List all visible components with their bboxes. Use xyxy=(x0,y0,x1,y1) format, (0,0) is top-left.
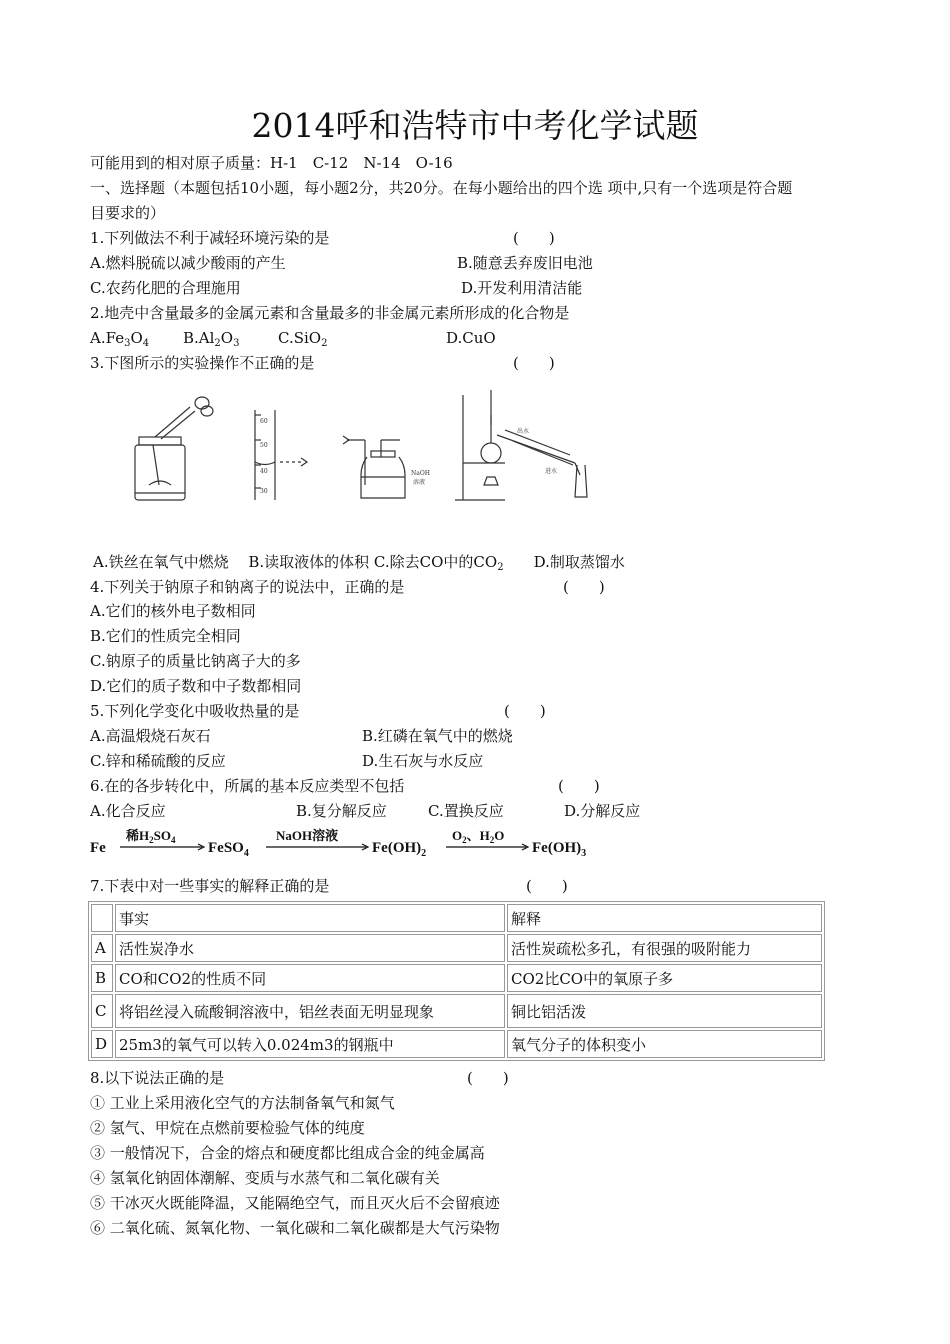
q8-item: ② 氢气、甲烷在点燃前要检验气体的纯度 xyxy=(90,1119,365,1137)
q3-stem: 3.下图所示的实验操作不正确的是 xyxy=(90,354,315,372)
q6-option-a: A.化合反应 xyxy=(90,802,166,820)
q5-blank: ( ) xyxy=(504,702,546,720)
q6-option-d: D.分解反应 xyxy=(564,802,641,820)
chain-feso4: FeSO$_4$ xyxy=(208,840,249,859)
q1-option-a: A.燃料脱硫以减少酸雨的产生 xyxy=(90,254,286,272)
q5-option-b: B.红磷在氧气中的燃烧 xyxy=(362,727,513,745)
header-cell: 解释 xyxy=(507,904,822,932)
q1-blank: ( ) xyxy=(513,229,555,247)
scale-tick-label: 60 xyxy=(260,418,268,425)
q1-option-d: D.开发利用清洁能 xyxy=(461,279,583,297)
chain-feoh3: $Fe(OH)_3$ xyxy=(532,840,587,859)
scale-tick-label: 30 xyxy=(260,488,268,495)
page-title: 2014呼和浩特市中考化学试题 xyxy=(251,106,699,145)
q2-option-c: C.SiO$_2$ xyxy=(278,329,328,349)
naoh-label: NaOH xyxy=(411,470,430,477)
q5-option-a: A.高温煅烧石灰石 xyxy=(90,727,211,745)
gas-washing-bottle-illustration xyxy=(343,436,430,498)
q6-blank: ( ) xyxy=(558,777,600,795)
q2-option-d: D.CuO xyxy=(446,329,496,347)
explanation-cell: 铜比铝活泼 xyxy=(507,994,822,1028)
chain-reagent-3: $O_2$、$H_2O$ xyxy=(452,828,505,845)
facts-table xyxy=(88,901,825,1061)
q4-option-c: C.钠原子的质量比钠离子大的多 xyxy=(90,652,301,670)
q8-stem: 8.以下说法正确的是 xyxy=(90,1069,225,1087)
q4-option-a: A.它们的核外电子数相同 xyxy=(90,602,256,620)
header-cell xyxy=(91,904,113,932)
chain-reagent-1: 稀$H_2SO_4$ xyxy=(126,828,176,845)
q8-item: ④ 氢氧化钠固体潮解、变质与水蒸气和二氧化碳有关 xyxy=(90,1169,440,1187)
fact-cell: CO和CO2的性质不同 xyxy=(115,964,505,992)
atomic-masses: 可能用到的相对原子质量：H-1 C-12 N-14 O-16 xyxy=(90,154,453,172)
water-out-label: 出水 xyxy=(517,428,530,435)
explanation-cell: CO2比CO中的氧原子多 xyxy=(507,964,822,992)
q3-options: A.铁丝在氧气中燃烧 B.读取液体的体积 C.除去CO中的$CO_2$ D.制取蒸馏水 xyxy=(93,553,625,573)
q8-item: ① 工业上采用液化空气的方法制备氧气和氮气 xyxy=(90,1094,395,1112)
solution-label: 溶液 xyxy=(413,479,426,486)
explanation-cell: 氧气分子的体积变小 xyxy=(507,1030,822,1058)
q2-stem: 2.地壳中含量最多的金属元素和含量最多的非金属元素所形成的化合物是 xyxy=(90,304,570,322)
table-header-row xyxy=(91,904,822,932)
fact-cell: 将铝丝浸入硫酸铜溶液中，铝丝表面无明显现象 xyxy=(115,994,505,1028)
q1-stem: 1.下列做法不利于减轻环境污染的是 xyxy=(90,229,330,247)
distillation-setup-illustration xyxy=(455,390,587,500)
chain-fe: Fe xyxy=(90,840,106,856)
section-intro-cont: 目要求的） xyxy=(90,204,166,222)
row-label: B xyxy=(91,964,113,992)
header-cell: 事实 xyxy=(115,904,505,932)
q4-option-b: B.它们的性质完全相同 xyxy=(90,627,241,645)
reaction-chain xyxy=(90,828,610,864)
table-row xyxy=(91,1030,822,1058)
q1-option-b: B.随意丢弃废旧电池 xyxy=(457,254,593,272)
q4-stem: 4.下列关于钠原子和钠离子的说法中，正确的是 xyxy=(90,578,405,596)
section-intro: 一、选择题（本题包括10小题，每小题2分，共20分。在每小题给出的四个选 项中,只有一个选项是符合题 xyxy=(90,179,793,197)
q8-blank: ( ) xyxy=(467,1069,509,1087)
q2-option-b: $B.Al_2O_3$ xyxy=(183,329,240,349)
q8-item: ⑥ 二氧化硫、氮氧化物、一氧化碳和二氧化碳都是大气污染物 xyxy=(90,1219,500,1237)
q5-option-d: D.生石灰与水反应 xyxy=(362,752,484,770)
q4-blank: ( ) xyxy=(563,578,605,596)
table-row xyxy=(91,934,822,962)
fact-cell: 活性炭净水 xyxy=(115,934,505,962)
water-in-label: 进水 xyxy=(545,468,558,475)
q8-item: ③ 一般情况下，合金的熔点和硬度都比组成合金的纯金属高 xyxy=(90,1144,485,1162)
q6-stem: 6.在的各步转化中，所属的基本反应类型不包括 xyxy=(90,777,405,795)
q7-blank: ( ) xyxy=(526,877,568,895)
row-label: A xyxy=(91,934,113,962)
explanation-cell: 活性炭疏松多孔，有很强的吸附能力 xyxy=(507,934,822,962)
q5-option-c: C.锌和稀硫酸的反应 xyxy=(90,752,226,770)
gas-jar-tongs-illustration xyxy=(135,397,213,500)
q8-item: ⑤ 干冰灭火既能降温，又能隔绝空气，而且灭火后不会留痕迹 xyxy=(90,1194,500,1212)
q3-blank: ( ) xyxy=(513,354,555,372)
q1-option-c: C.农药化肥的合理施用 xyxy=(90,279,241,297)
row-label: C xyxy=(91,994,113,1028)
scale-tick-label: 40 xyxy=(260,468,268,475)
chain-feoh2: $Fe(OH)_2$ xyxy=(372,840,427,859)
table-row xyxy=(91,994,822,1028)
table-row xyxy=(91,964,822,992)
q6-option-b: B.复分解反应 xyxy=(296,802,387,820)
graduated-cylinder-illustration xyxy=(255,410,307,500)
chain-reagent-2: NaOH溶液 xyxy=(276,828,339,843)
q4-option-d: D.它们的质子数和中子数都相同 xyxy=(90,677,302,695)
q2-option-a: $A.Fe_3O_4$ xyxy=(90,329,150,349)
q5-stem: 5.下列化学变化中吸收热量的是 xyxy=(90,702,300,720)
q6-option-c: C.置换反应 xyxy=(428,802,504,820)
lab-apparatus-figure xyxy=(125,385,605,510)
q7-stem: 7.下表中对一些事实的解释正确的是 xyxy=(90,877,330,895)
row-label: D xyxy=(91,1030,113,1058)
scale-tick-label: 50 xyxy=(260,442,268,449)
fact-cell: 25m3的氧气可以转入0.024m3的钢瓶中 xyxy=(115,1030,505,1058)
